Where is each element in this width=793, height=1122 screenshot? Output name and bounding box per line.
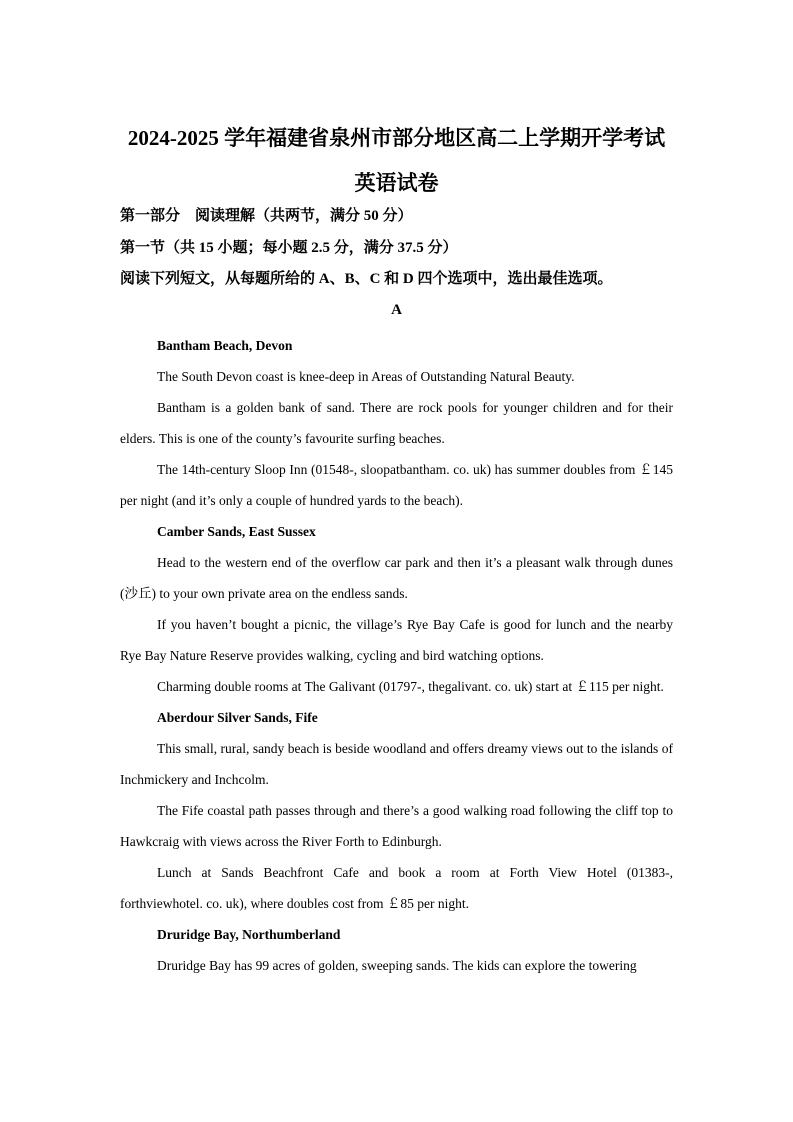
paragraph: Charming double rooms at The Galivant (01797-, thegalivant. co. uk) start at ￡115 per night. (157, 679, 664, 694)
beach-heading-druridge: Druridge Bay, Northumberland (157, 927, 341, 942)
passage-body (120, 330, 673, 981)
paragraph: If you haven’t bought a picnic, the village’s Rye Bay Cafe is good for lunch and the nearby Rye Bay Nature Reserve provides walking, cycling and bird watching options. (120, 617, 673, 663)
paragraph: This small, rural, sandy beach is beside woodland and offers dreamy views out to the islands of Inchmickery and Inchcolm. (120, 741, 673, 787)
part-heading: 第一部分 阅读理解（共两节，满分 50 分） (120, 208, 413, 224)
paragraph: The Fife coastal path passes through and there’s a good walking road following the cliff top to Hawkcraig with views across the River Forth to Edinburgh. (120, 803, 673, 849)
paragraph: Bantham is a golden bank of sand. There are rock pools for younger children and for their elders. This is one of the county’s favourite surfing beaches. (120, 400, 673, 446)
paragraph: The South Devon coast is knee-deep in Areas of Outstanding Natural Beauty. (157, 369, 575, 384)
exam-title: 2024-2025 学年福建省泉州市部分地区高二上学期开学考试 (127, 126, 666, 150)
beach-heading-aberdour: Aberdour Silver Sands, Fife (157, 710, 318, 725)
instructions: 阅读下列短文，从每题所给的 A、B、C 和 D 四个选项中，选出最佳选项。 (120, 271, 613, 287)
section-heading: 第一节（共 15 小题；每小题 2.5 分，满分 37.5 分） (120, 240, 458, 256)
beach-heading-camber: Camber Sands, East Sussex (157, 524, 316, 539)
beach-heading-bantham: Bantham Beach, Devon (157, 338, 293, 353)
paragraph: Head to the western end of the overflow car park and then it’s a pleasant walk through dunes (沙丘) to your own private area on the endless sands. (120, 555, 673, 601)
exam-subject-title: 英语试卷 (354, 171, 439, 195)
passage-label: A (391, 302, 402, 318)
paragraph: Druridge Bay has 99 acres of golden, sweeping sands. The kids can explore the towering (157, 958, 637, 973)
paragraph: Lunch at Sands Beachfront Cafe and book a room at Forth View Hotel (01383-, forthviewhotel. co. uk), where doubles cost from ￡85 per night. (120, 865, 673, 911)
paragraph: The 14th-century Sloop Inn (01548-, sloopatbantham. co. uk) has summer doubles from ￡145 per night (and it’s only a couple of hundred yards to the beach). (120, 462, 673, 508)
